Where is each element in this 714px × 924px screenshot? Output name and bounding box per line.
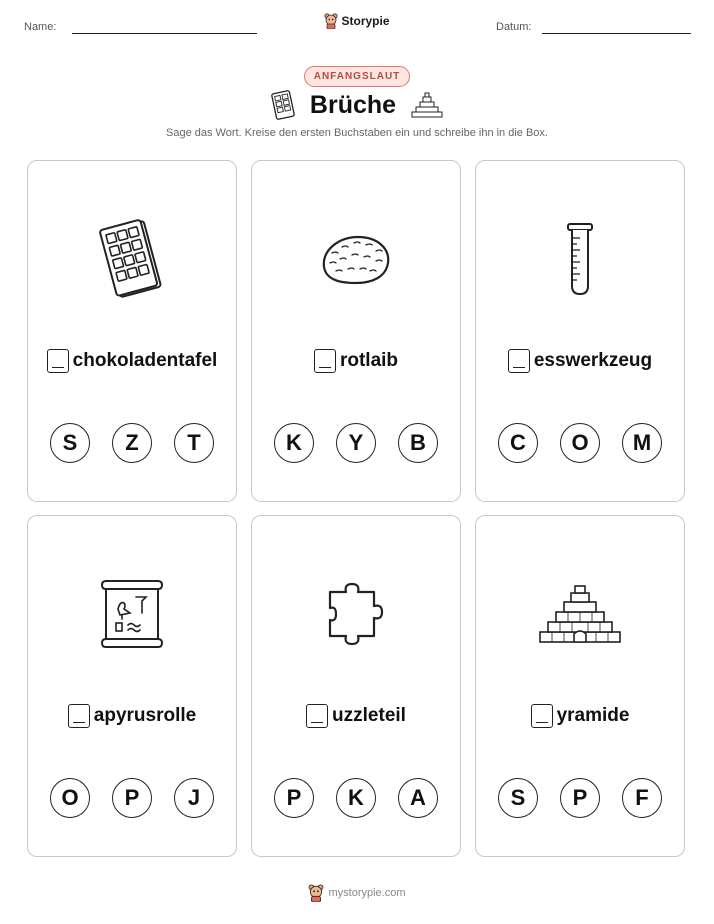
card-illustration bbox=[28, 219, 236, 299]
category-badge: ANFANGSLAUT bbox=[304, 66, 411, 87]
word-row bbox=[252, 349, 460, 373]
letter-choice[interactable]: K bbox=[274, 423, 314, 463]
letter-choice[interactable]: M bbox=[622, 423, 662, 463]
puzzle-piece-icon bbox=[322, 582, 390, 646]
card-illustration bbox=[252, 574, 460, 654]
letter-choice[interactable]: Y bbox=[336, 423, 376, 463]
word-card bbox=[475, 160, 685, 502]
word-row bbox=[476, 349, 684, 373]
letter-choice[interactable]: P bbox=[112, 778, 152, 818]
footer bbox=[0, 884, 714, 902]
instructions: Sage das Wort. Kreise den ersten Buchstaben ein und schreibe ihn in die Box. bbox=[166, 127, 548, 139]
letter-choice[interactable]: P bbox=[560, 778, 600, 818]
card-illustration bbox=[476, 574, 684, 654]
letter-choice[interactable]: S bbox=[50, 423, 90, 463]
date-line[interactable] bbox=[542, 33, 691, 34]
letter-choice[interactable]: T bbox=[174, 423, 214, 463]
brand-logo bbox=[0, 13, 714, 34]
letter-choices bbox=[252, 423, 460, 463]
badge-container bbox=[0, 66, 714, 87]
word-card bbox=[251, 160, 461, 502]
bear-mascot-icon bbox=[324, 13, 338, 29]
chocolate-bar-icon bbox=[97, 219, 167, 299]
partial-word: apyrusrolle bbox=[93, 705, 197, 726]
brand-name: Storypie bbox=[341, 14, 390, 28]
word-row bbox=[28, 349, 236, 373]
card-illustration bbox=[252, 219, 460, 299]
worksheet-header bbox=[0, 0, 714, 50]
pyramid-icon bbox=[410, 92, 444, 118]
answer-box[interactable] bbox=[306, 704, 328, 728]
letter-choice[interactable]: F bbox=[622, 778, 662, 818]
partial-word: rotlaib bbox=[339, 350, 399, 371]
answer-box[interactable] bbox=[68, 704, 90, 728]
letter-choice[interactable]: J bbox=[174, 778, 214, 818]
title-row bbox=[0, 90, 714, 120]
word-row bbox=[476, 704, 684, 728]
answer-box[interactable] bbox=[47, 349, 69, 373]
letter-choice[interactable]: K bbox=[336, 778, 376, 818]
partial-word: yramide bbox=[556, 705, 630, 726]
card-illustration bbox=[476, 219, 684, 299]
letter-choice[interactable]: O bbox=[50, 778, 90, 818]
letter-choices bbox=[28, 778, 236, 818]
letter-choices bbox=[476, 423, 684, 463]
word-row bbox=[28, 704, 236, 728]
papyrus-scroll-icon bbox=[98, 579, 166, 649]
word-card bbox=[475, 515, 685, 857]
word-card bbox=[251, 515, 461, 857]
name-label: Name: bbox=[24, 21, 57, 33]
measuring-tube-icon bbox=[565, 222, 595, 296]
partial-word: chokoladentafel bbox=[72, 350, 218, 371]
pyramid-icon bbox=[538, 584, 622, 644]
chocolate-bar-icon bbox=[270, 90, 296, 120]
answer-box[interactable] bbox=[531, 704, 553, 728]
date-label: Datum: bbox=[496, 21, 532, 33]
word-card bbox=[27, 160, 237, 502]
page-title: Brüche bbox=[309, 90, 397, 119]
letter-choice[interactable]: S bbox=[498, 778, 538, 818]
footer-url[interactable]: mystorypie.com bbox=[328, 887, 406, 899]
bread-loaf-icon bbox=[318, 229, 394, 289]
letter-choice[interactable]: C bbox=[498, 423, 538, 463]
letter-choices bbox=[28, 423, 236, 463]
letter-choices bbox=[252, 778, 460, 818]
word-row bbox=[252, 704, 460, 728]
letter-choice[interactable]: A bbox=[398, 778, 438, 818]
partial-word: uzzleteil bbox=[332, 705, 406, 726]
letter-choice[interactable]: Z bbox=[112, 423, 152, 463]
bear-mascot-icon bbox=[308, 884, 324, 902]
letter-choice[interactable]: P bbox=[274, 778, 314, 818]
partial-word: esswerkzeug bbox=[533, 350, 653, 371]
word-card bbox=[27, 515, 237, 857]
letter-choice[interactable]: B bbox=[398, 423, 438, 463]
answer-box[interactable] bbox=[508, 349, 530, 373]
answer-box[interactable] bbox=[314, 349, 336, 373]
letter-choice[interactable]: O bbox=[560, 423, 600, 463]
card-illustration bbox=[28, 574, 236, 654]
letter-choices bbox=[476, 778, 684, 818]
